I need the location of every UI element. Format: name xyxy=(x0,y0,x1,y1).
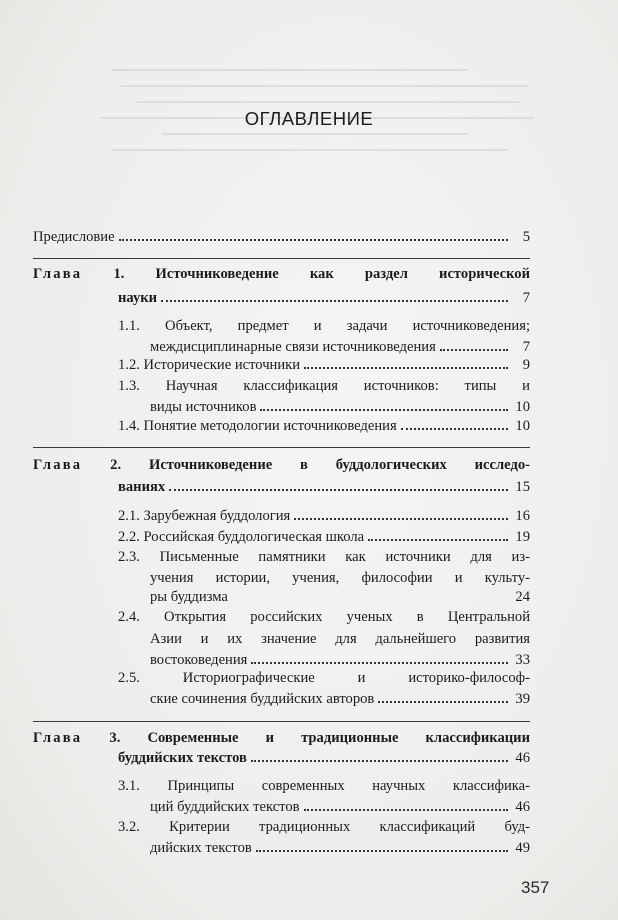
toc-entry-3-2-cont[interactable] xyxy=(150,837,530,859)
toc-entry-preface[interactable] xyxy=(33,226,530,248)
toc-title: ОГЛАВЛЕНИЕ xyxy=(244,108,374,129)
toc-entry-1-2[interactable] xyxy=(118,354,530,376)
chapter-prefix: Глава xyxy=(33,457,83,473)
chapter-title-cont: ваниях xyxy=(118,479,166,495)
entry-line-1: 2.3. Письменные памятники как источники для из- xyxy=(118,549,530,565)
dot-leader xyxy=(304,809,508,811)
entry-line-1: 1.3. Научная классификация источников: типы и xyxy=(118,378,530,394)
chapter-2-heading-cont[interactable] xyxy=(118,476,530,498)
section-divider xyxy=(33,447,530,448)
toc-entry-1-4[interactable] xyxy=(118,415,530,437)
entry-line-3: ры буддизма xyxy=(150,589,228,605)
entry-line-2: ские сочинения буддийских авторов xyxy=(150,691,375,707)
dot-leader xyxy=(401,428,508,430)
entry-page: 16 xyxy=(515,508,530,524)
section-divider xyxy=(33,721,530,722)
chapter-3-heading-cont[interactable] xyxy=(118,747,530,769)
entry-page: 49 xyxy=(515,840,530,856)
entry-page: 7 xyxy=(522,290,530,306)
entry-page: 33 xyxy=(515,652,530,668)
entry-line-1: 3.1. Принципы современных научных классифика- xyxy=(118,778,530,794)
chapter-1-heading[interactable] xyxy=(33,263,530,285)
entry-label: 1.2. Исторические источники xyxy=(118,357,301,373)
entry-page: 19 xyxy=(515,529,530,545)
dot-leader xyxy=(161,300,508,302)
toc-entry-2-4[interactable] xyxy=(118,606,530,628)
page-number: 357 xyxy=(521,878,550,897)
dot-leader xyxy=(232,599,508,601)
toc-entry-2-3[interactable] xyxy=(118,546,530,568)
dot-leader xyxy=(169,489,508,491)
entry-line-2: дийских текстов xyxy=(150,840,252,856)
entry-page: 39 xyxy=(515,691,530,707)
dot-leader xyxy=(251,760,508,762)
entry-line-2: Азии и их значение для дальнейшего развития xyxy=(150,631,530,647)
dot-leader xyxy=(119,239,508,241)
entry-page: 46 xyxy=(515,799,530,815)
toc-entry-3-1[interactable] xyxy=(118,775,530,797)
entry-page: 7 xyxy=(522,339,530,355)
toc-entry-2-1[interactable] xyxy=(118,505,530,527)
dot-leader xyxy=(368,539,508,541)
dot-leader xyxy=(304,367,508,369)
dot-leader xyxy=(378,701,508,703)
entry-label: Предисловие xyxy=(33,229,115,245)
chapter-2-heading[interactable] xyxy=(33,454,530,476)
entry-page: 5 xyxy=(522,229,530,245)
chapter-prefix: Глава xyxy=(33,730,83,746)
entry-page: 15 xyxy=(515,479,530,495)
entry-label: 1.4. Понятие методологии источниковедения xyxy=(118,418,397,434)
toc-entry-1-1[interactable] xyxy=(118,315,530,337)
entry-page: 46 xyxy=(515,750,530,766)
chapter-title-cont: буддийских текстов xyxy=(118,750,247,766)
chapter-title: 2. Источниковедение в буддологических исследо- xyxy=(110,457,530,473)
toc-entry-3-1-cont[interactable] xyxy=(150,796,530,818)
dot-leader xyxy=(294,518,508,520)
chapter-3-heading[interactable] xyxy=(33,727,530,749)
dot-leader xyxy=(251,662,508,664)
toc-entry-2-2[interactable] xyxy=(118,526,530,548)
entry-line-1: 2.4. Открытия российских ученых в Центральной xyxy=(118,609,530,625)
entry-page: 24 xyxy=(515,589,530,605)
chapter-title: 3. Современные и традиционные классификации xyxy=(109,730,530,746)
entry-page: 10 xyxy=(515,399,530,415)
chapter-title: 1. Источниковедение как раздел исторической xyxy=(113,266,531,282)
entry-line-1: 1.1. Объект, предмет и задачи источниковедения; xyxy=(118,318,530,334)
entry-label: 2.1. Зарубежная буддология xyxy=(118,508,291,524)
entry-line-2: ций буддийских текстов xyxy=(150,799,300,815)
toc-entry-2-4-cont[interactable] xyxy=(150,628,530,650)
entry-page: 10 xyxy=(515,418,530,434)
section-divider xyxy=(33,258,530,259)
chapter-1-heading-cont[interactable] xyxy=(118,287,530,309)
dot-leader xyxy=(256,850,508,852)
dot-leader xyxy=(260,409,508,411)
chapter-title-cont: науки xyxy=(118,290,158,306)
entry-page: 9 xyxy=(522,357,530,373)
bleed-through-text xyxy=(60,55,570,215)
entry-line-2: учения истории, учения, философии и культу- xyxy=(150,570,530,586)
entry-line-3: востоковедения xyxy=(150,652,248,668)
entry-line-2: виды источников xyxy=(150,399,257,415)
entry-line-2: междисциплинарные связи источниковедения xyxy=(150,339,436,355)
entry-label: 2.2. Российская буддологическая школа xyxy=(118,529,365,545)
toc-entry-3-2[interactable] xyxy=(118,816,530,838)
dot-leader xyxy=(440,349,508,351)
toc-entry-1-3[interactable] xyxy=(118,375,530,397)
chapter-prefix: Глава xyxy=(33,266,83,282)
entry-line-1: 3.2. Критерии традиционных классификаций буд- xyxy=(118,819,530,835)
entry-line-1: 2.5. Историографические и историко-философ- xyxy=(118,670,530,686)
toc-entry-2-3-cont2[interactable] xyxy=(150,586,530,608)
toc-entry-2-5-cont[interactable] xyxy=(150,688,530,710)
toc-entry-2-5[interactable] xyxy=(118,667,530,689)
